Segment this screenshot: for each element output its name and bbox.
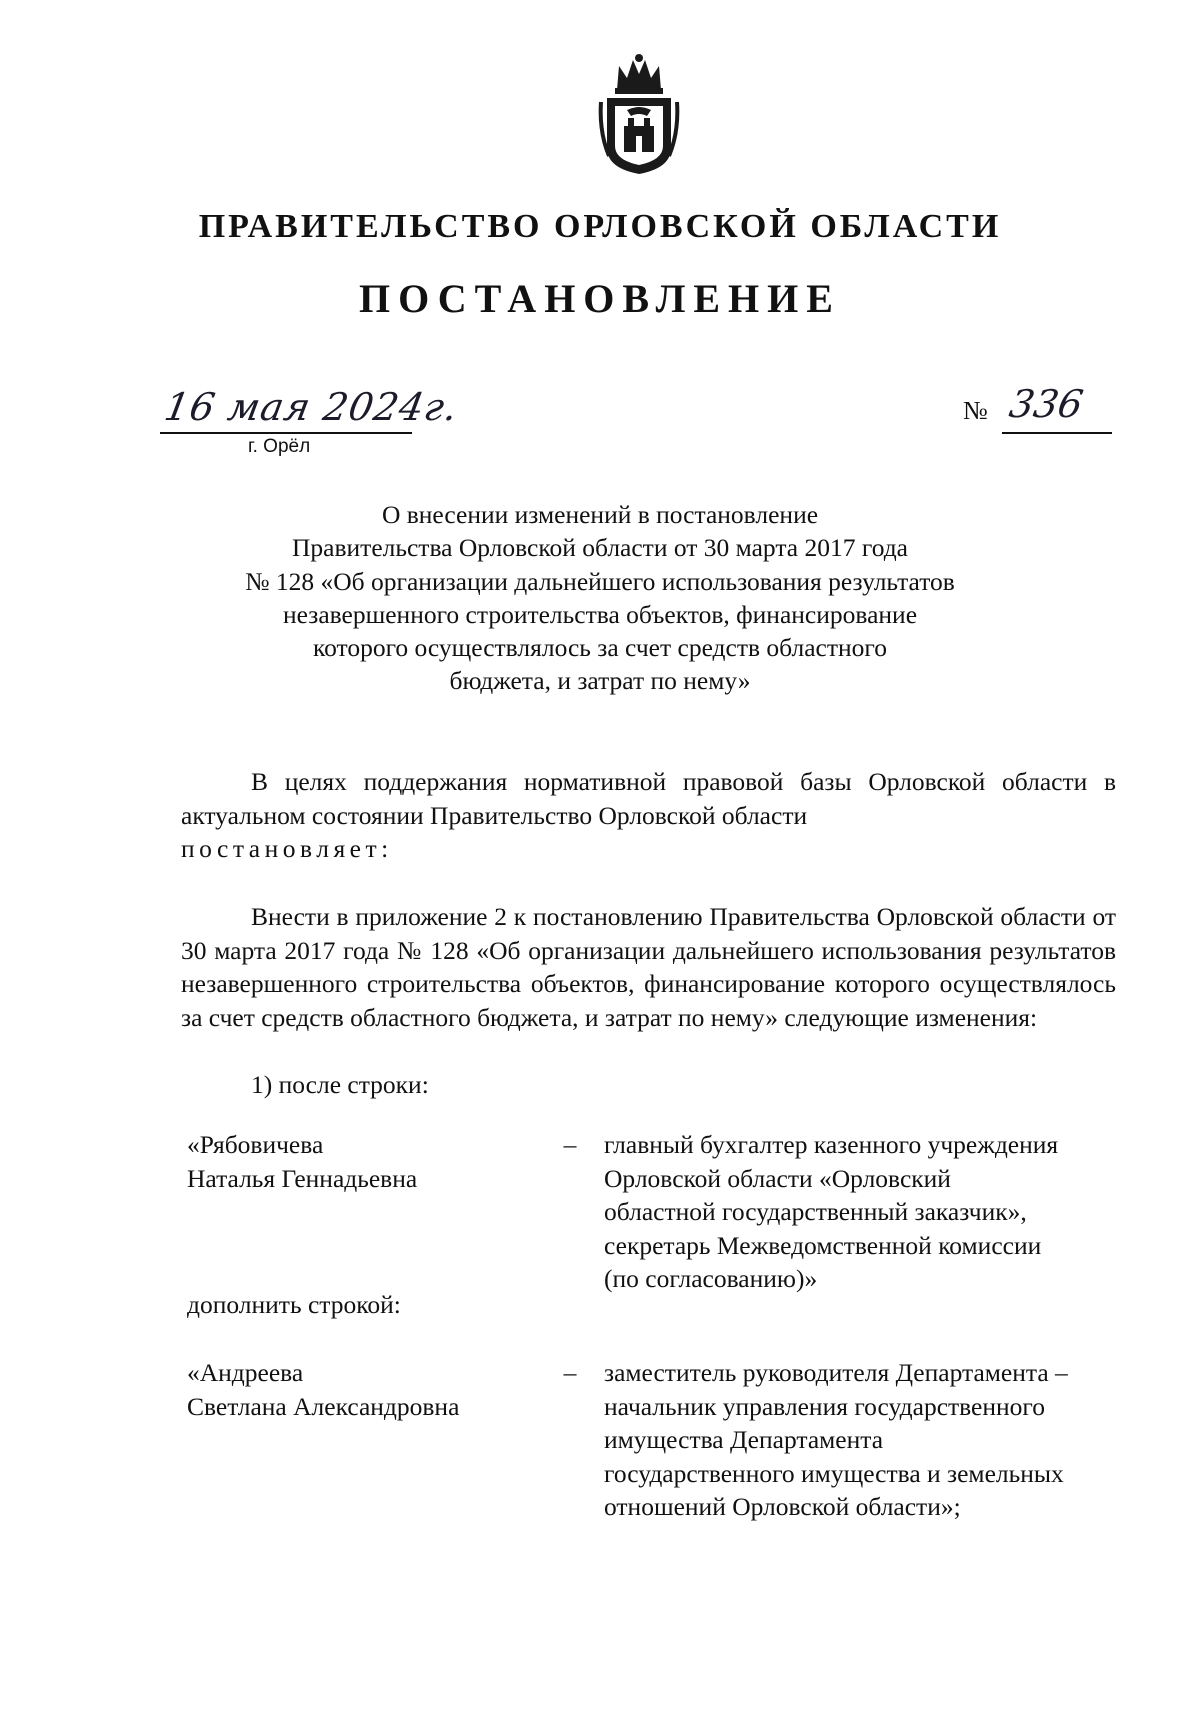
member-name-existing <box>187 1128 527 1195</box>
position-line: имущества Департамента <box>604 1425 884 1454</box>
dash-separator: – <box>563 1358 577 1387</box>
document-subject <box>150 498 1050 698</box>
subject-line: Правительства Орловской области от 30 марта 2017 года <box>292 533 908 563</box>
preamble-text: В целях поддержания нормативной правовой базы Орловской области в актуальном состоянии Правительство Орловской области <box>181 767 1116 830</box>
main-paragraph: Внести в приложение 2 к постановлению Правительства Орловской области от 30 марта 2017 года № 128 «Об организации дальнейшего использования результатов незавершенного строительства объектов, финансирование которого осуществлялось за счет средств областного бюджета, и затрат по нему» следующие изменения: <box>181 902 1116 1032</box>
coat-of-arms-emblem <box>597 52 681 176</box>
member-name-new <box>187 1356 527 1423</box>
handwritten-number: 336 <box>1006 382 1087 426</box>
position-line: заместитель руководителя Департамента – <box>604 1358 1068 1387</box>
subject-line: которого осуществлялось за счет средств областного <box>313 633 887 663</box>
position-line: секретарь Межведомственной комиссии <box>604 1230 1042 1260</box>
item-1-label: 1) после строки: <box>251 1070 429 1099</box>
subject-line: незавершенного строительства объектов, финансирование <box>282 599 918 629</box>
given-names: Наталья Геннадьевна <box>187 1163 418 1193</box>
preamble-paragraph <box>181 765 1116 866</box>
subject-line: № 128 «Об организации дальнейшего использования результатов <box>245 566 955 596</box>
add-row-label: дополнить строкой: <box>187 1290 401 1319</box>
city-label: г. Орёл <box>248 436 311 457</box>
position-line: начальник управления государственного <box>604 1391 1045 1421</box>
position-line: отношений Орловской области»; <box>604 1492 961 1521</box>
organization-title: ПРАВИТЕЛЬСТВО ОРЛОВСКОЙ ОБЛАСТИ <box>198 208 1002 245</box>
given-names: Светлана Александровна <box>187 1391 460 1421</box>
date-underline <box>160 432 412 434</box>
member-position-existing <box>604 1128 1124 1296</box>
subject-line: О внесении изменений в постановление <box>381 500 819 529</box>
document-type-title: ПОСТАНОВЛЕНИЕ <box>359 276 841 321</box>
position-line: областной государственный заказчик», <box>604 1197 1027 1226</box>
subject-line: бюджета, и затрат по нему» <box>449 666 751 696</box>
surname: «Андреева <box>187 1358 304 1387</box>
position-line: государственного имущества и земельных <box>604 1458 1064 1488</box>
surname: «Рябовичева <box>187 1130 324 1159</box>
number-label: № <box>963 396 988 425</box>
resolves-text: постановляет: <box>181 834 393 863</box>
number-underline <box>1002 432 1112 434</box>
position-line: Орловской области «Орловский <box>604 1163 951 1193</box>
dash-separator: – <box>563 1130 577 1159</box>
member-position-new <box>604 1356 1124 1524</box>
handwritten-date: 16 мая 2024г. <box>161 385 462 429</box>
position-line: (по согласованию)» <box>604 1264 818 1293</box>
position-line: главный бухгалтер казенного учреждения <box>604 1130 1059 1159</box>
